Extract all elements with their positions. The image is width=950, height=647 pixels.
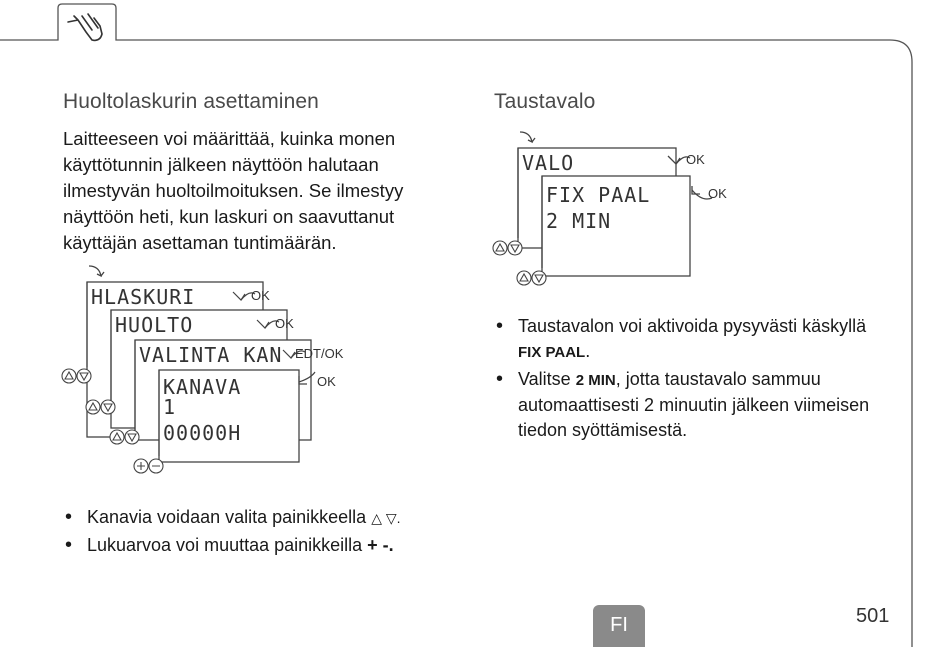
ok-label-valo: OK: [686, 152, 705, 167]
up-down-buttons-fix: [517, 271, 546, 285]
right-bullet-list: [494, 314, 884, 445]
plus-minus-buttons: [134, 459, 163, 473]
up-down-buttons-1: [62, 369, 91, 383]
ok-label-2: OK: [275, 316, 294, 331]
language-tab: FI: [593, 605, 645, 647]
backlight-menu-diagram: [488, 128, 748, 290]
paragraph-line: käyttäjän asettaman tuntimäärän.: [63, 232, 337, 253]
up-down-symbols: △ ▽.: [371, 510, 401, 526]
ok-label-4: OK: [317, 374, 336, 389]
fix-paal-code: FIX PAAL: [518, 344, 586, 361]
list-item: • Valitse 2 MIN, jotta taustavalo sammuu automaattisesti 2 minuutin jälkeen viimeisen tiedon syöttämisestä.: [494, 367, 884, 443]
service-counter-menu-diagram: [55, 262, 385, 480]
ok-label-1: OK: [251, 288, 270, 303]
screen-2-min: 2 MIN: [546, 209, 612, 233]
section-heading-backlight: Taustavalo: [494, 90, 596, 113]
section-heading-service-counter: Huoltolaskurin asettaminen: [63, 90, 319, 113]
screen-valo: VALO: [522, 151, 575, 175]
hand-pointing-icon: [68, 14, 102, 40]
screen-hlaskuri: HLASKURI: [91, 285, 196, 309]
edit-ok-label: EDT/OK: [295, 346, 344, 361]
ok-label-fix: OK: [708, 186, 727, 201]
paragraph-line: ilmestyvän huoltoilmoituksen. Se ilmestyy: [63, 180, 404, 201]
screen-hours: 00000H: [163, 421, 242, 445]
service-counter-paragraph: [63, 126, 463, 256]
left-bullet-list: [63, 505, 463, 560]
up-down-buttons-valo: [493, 241, 522, 255]
paragraph-line: käyttötunnin jälkeen näyttöön halutaan: [63, 154, 379, 175]
list-item: • Kanavia voidaan valita painikkeella △ ▽.: [63, 505, 463, 531]
screen-huolto: HUOLTO: [115, 313, 194, 337]
screen-kanava-number: 1: [163, 395, 177, 419]
screen-valinta-kan: VALINTA KAN: [139, 343, 283, 367]
plus-minus-symbols: + -.: [367, 535, 394, 555]
paragraph-line: näyttöön heti, kun laskuri on saavuttanut: [63, 206, 395, 227]
2-min-code: 2 MIN: [575, 372, 616, 389]
list-item: • Lukuarvoa voi muuttaa painikkeilla + -.: [63, 533, 463, 558]
screen-kanava: KANAVA: [163, 375, 242, 399]
list-item: • Taustavalon voi aktivoida pysyvästi käskyllä FIX PAAL.: [494, 314, 884, 365]
screen-fix-paal: FIX PAAL: [546, 183, 651, 207]
page-number: 501: [856, 605, 890, 627]
paragraph-line: Laitteeseen voi määrittää, kuinka monen: [63, 128, 396, 149]
